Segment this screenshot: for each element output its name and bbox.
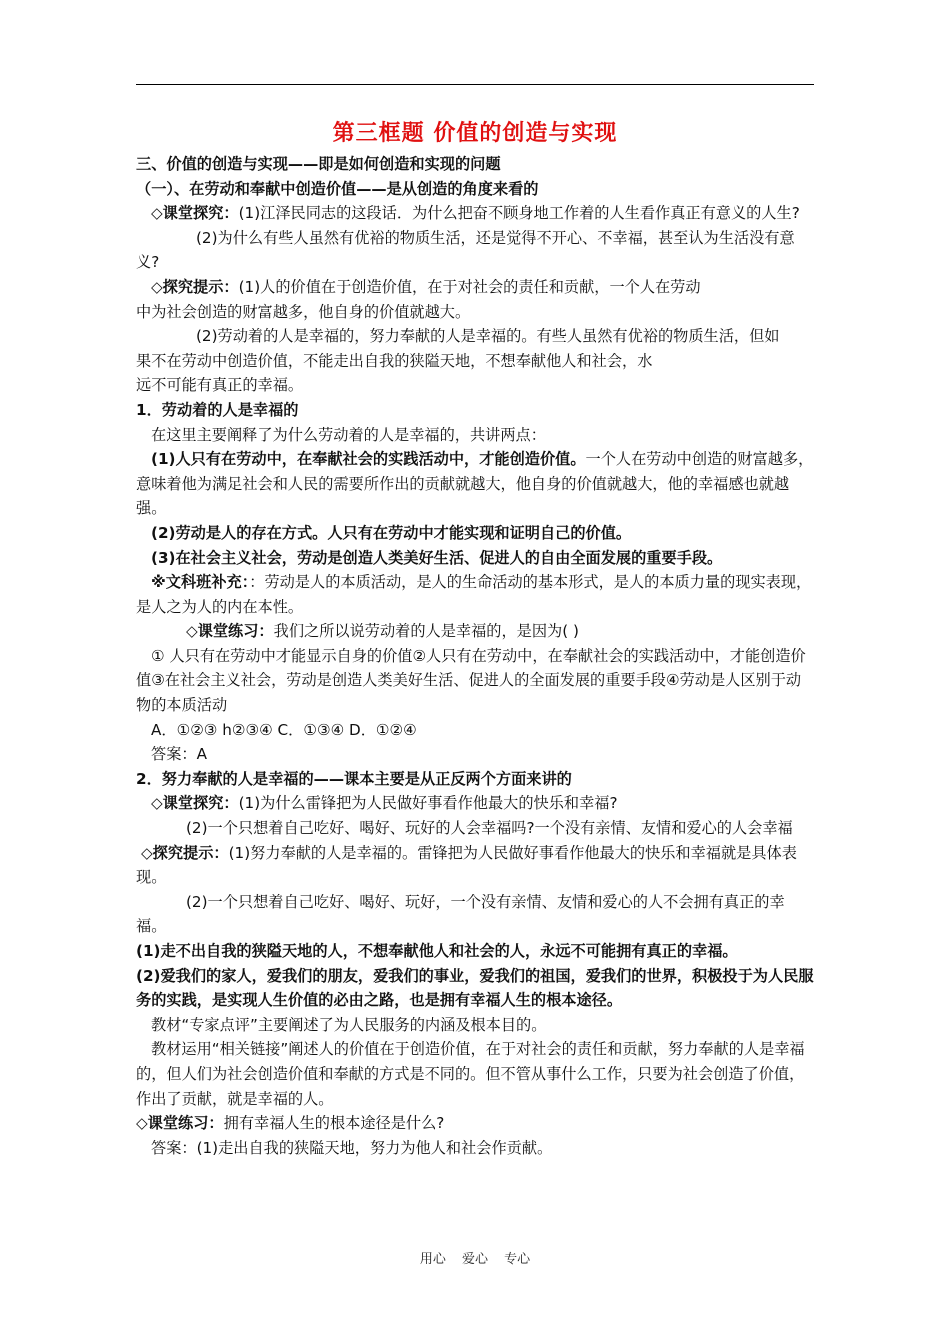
subheading-1: （一）、在劳动和奉献中创造价值——是从创造的角度来看的: [136, 179, 539, 198]
textbook-note-1: 教材“专家点评”主要阐述了为人民服务的内涵及根本目的。: [151, 1015, 547, 1034]
practice1-options: ① 人只有在劳动中才能显示自身的价值②人只有在劳动中，在奉献社会的实践活动中，才能创造价值③在社会主义社会，劳动是创造人类美好生活、促进人的全面发展的重要手段④劳动是人区别于动物的本质活动: [136, 646, 806, 715]
page-footer: 用心 爱心 专心: [419, 1252, 531, 1267]
bold-statement-1: (1)走不出自我的狭隘天地的人，不想奉献他人和社会的人，永远不可能拥有真正的幸福。: [136, 942, 738, 960]
explore2-q2-text: (2)一个只想着自己吃好、喝好、玩好的人会幸福吗?一个没有亲情、友情和爱心的人会幸福: [186, 819, 793, 838]
explore2-label: ◇课堂探究：: [151, 794, 239, 813]
explore2-question1: [136, 791, 814, 816]
practice1-answer: 答案：A: [151, 745, 207, 764]
bold-statement-2: (2)爱我们的家人，爱我们的朋友，爱我们的事业，爱我们的祖国，爱我们的世界，积极投于为人民服务的实践，是实现人生价值的必由之路，也是拥有幸福人生的根本途径。: [136, 966, 814, 1010]
explore2-q1-text: (1)为什么雷锋把为人民做好事看作他最大的快乐和幸福?: [238, 794, 618, 813]
explore1-label: ◇课堂探究：: [151, 204, 239, 223]
practice2-label: ◇课堂练习：: [136, 1114, 224, 1133]
practice2-question: [136, 1111, 814, 1136]
explore2-question2: [136, 816, 814, 841]
practice2-answer: 答案：(1)走出自我的狭隘天地，努力为他人和社会作贡献。: [151, 1138, 553, 1157]
hint1-label: ◇探究提示：: [151, 277, 239, 296]
point2: (2)劳动是人的存在方式。人只有在劳动中才能实现和证明自己的价值。: [151, 523, 632, 542]
hint2-answer1: [136, 841, 814, 890]
practice1-q-text: 我们之所以说劳动着的人是幸福的，是因为( ): [273, 622, 579, 641]
practice1-choices: A．①②③ h②③④ C．①③④ D．①②④: [151, 720, 417, 739]
textbook-note-2: 教材运用“相关链接”阐述人的价值在于创造价值，在于对社会的责任和贡献，努力奉献的人是幸福的，但人们为社会创造价值和奉献的方式是不同的。但不管从事什么工作，只要为社会创造了价值，作出了贡献，就是幸福的人。: [136, 1040, 805, 1108]
page-title: 第三框题 价值的创造与实现: [332, 121, 618, 146]
supplement: [136, 570, 814, 619]
point1: [136, 447, 814, 521]
point1-rest: 一个人在劳动中创造的财富越多，意味着他为满足社会和人民的需要所作出的贡献就越大，他自身的价值就越大，他的幸福感也就越强。: [136, 450, 814, 518]
explore1-q1-text: (1)江泽民同志的这段话．为什么把奋不顾身地工作着的人生看作真正有意义的人生?: [238, 204, 800, 223]
hint1-answer1-line1: [136, 275, 814, 300]
section2-heading: 2．努力奉献的人是幸福的——课本主要是从正反两个方面来讲的: [136, 769, 572, 788]
document-body: [136, 118, 814, 1160]
heading-3: 三、价值的创造与实现——即是如何创造和实现的问题: [136, 155, 501, 173]
explore1-question2: [136, 226, 814, 275]
point3: (3)在社会主义社会，劳动是创造人类美好生活、促进人的自由全面发展的重要手段。: [151, 548, 723, 567]
practice2-q-text: 拥有幸福人生的根本途径是什么?: [223, 1114, 445, 1133]
hint2-a1-text: (1)努力奉献的人是幸福的。雷锋把为人民做好事看作他最大的快乐和幸福就是具体表现。: [136, 843, 797, 887]
hint1-answer2-line2: 果不在劳动中创造价值，不能走出自我的狭隘天地，不想奉献他人和社会，水: [136, 351, 653, 370]
practice1-label: ◇课堂练习：: [186, 622, 274, 641]
hint2-label: ◇探究提示：: [141, 843, 229, 862]
hint1-answer2-line3: 远不可能有真正的幸福。: [136, 376, 304, 395]
hint1-a1-l1: (1)人的价值在于创造价值，在于对社会的责任和贡献，一个人在劳动: [238, 277, 701, 296]
hint1-answer1-line2: 中为社会创造的财富越多，他自身的价值就越大。: [136, 302, 471, 321]
hint2-a2-text: (2)一个只想着自己吃好、喝好、玩好，一个没有亲情、友情和爱心的人不会拥有真正的幸福。: [136, 892, 785, 936]
practice1-question: [136, 619, 814, 644]
section1-intro: 在这里主要阐释了为什么劳动着的人是幸福的，共讲两点：: [151, 425, 546, 444]
explore1-question1: [136, 201, 814, 226]
supplement-text: ：劳动是人的本质活动，是人的生命活动的基本形式，是人的本质力量的现实表现，是人之为人的内在本性。: [136, 573, 812, 616]
hint1-answer2-line1: [136, 324, 814, 349]
supplement-label: ※文科班补充：: [151, 573, 250, 592]
hint2-answer2: [136, 890, 814, 939]
point1-bold: (1)人只有在劳动中，在奉献社会的实践活动中，才能创造价值。: [151, 450, 586, 469]
header-rule: [136, 84, 814, 85]
hint1-a2-l1: (2)劳动着的人是幸福的，努力奉献的人是幸福的。有些人虽然有优裕的物质生活，但如: [196, 327, 780, 346]
section1-heading: 1．劳动着的人是幸福的: [136, 400, 299, 419]
explore1-q2-text: (2)为什么有些人虽然有优裕的物质生活，还是觉得不开心、不幸福，甚至认为生活没有意义?: [136, 228, 795, 272]
